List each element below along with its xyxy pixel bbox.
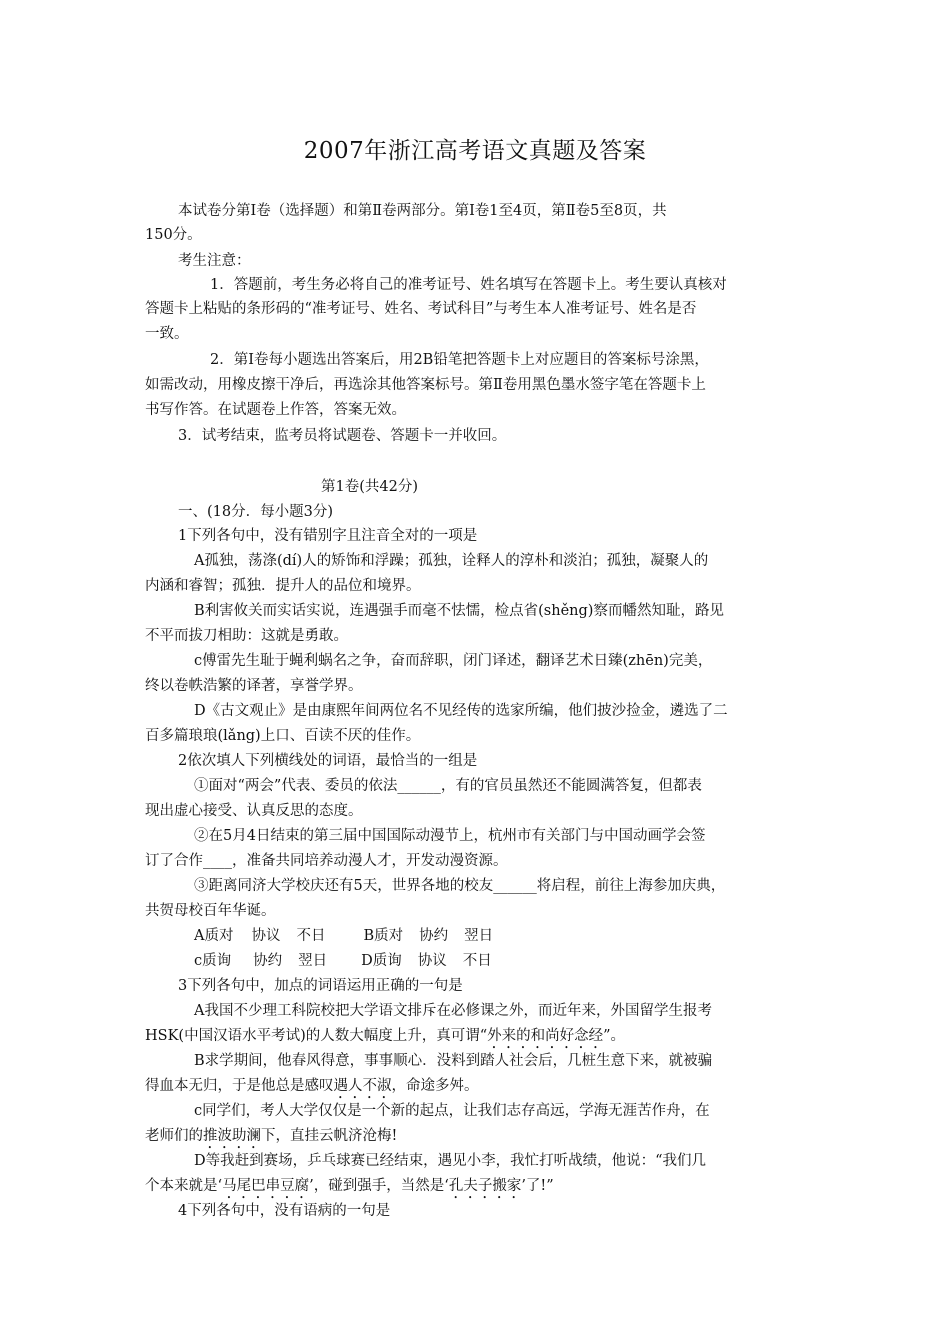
text-run: ，命途多舛。 [391,1078,479,1094]
option-word: 翌日 [298,953,328,969]
text-run: 个本来就是‘ [145,1178,223,1194]
emphasized-phrase: 遇人不淑 [333,1078,392,1094]
q2-options-row-1 [194,925,493,947]
q1-option-d: 百多篇琅琅(lǎng)上口、百读不厌的佳作。 [145,728,421,744]
notice-item-2: 如需改动，用橡皮擦干净后，再选涂其他答案标号。第Ⅱ卷用黑色墨水签字笔在答题卡上 [145,377,706,393]
notice-item-2: 书写作答。在试题卷上作答，答案无效。 [145,402,406,418]
text-run: 得血本无归，于是他总是感叹 [145,1078,334,1094]
q1-option-d: D《古文观止》是由康熙年间两位名不见经传的选家所编，他们披沙捡金，遴选了二 [194,703,728,719]
section-heading: 第1卷(共42分) [321,479,418,495]
q2-sentence-2: 订了合作____，准备共同培养动漫人才，开发动漫资源。 [145,853,508,869]
q2-option-a: A质对 [194,928,234,944]
notice-item-3: 3．试考结束，监考员将试题卷、答题卡一并收回。 [178,428,507,444]
notice-item-2: 2．第Ⅰ卷每小题选出答案后，用2B铅笔把答题卡上对应题目的答案标号涂黑， [210,352,709,368]
q1-option-a: A孤独，荡涤(dí)人的矫饰和浮躁；孤独，诠释人的淳朴和淡泊；孤独，凝聚人的 [194,553,709,569]
emphasized-phrase: 外来的和尚好念经 [487,1028,604,1044]
q2-sentence-2: ②在5月4日结束的第三届中国国际动漫节上，杭州市有关部门与中国动画学会签 [194,828,706,844]
q3-option-d [145,1175,554,1202]
option-word: 协约 [253,953,283,969]
question-3-stem: 3下列各句中，加点的词语运用正确的一句是 [178,978,463,994]
question-1-stem: 1下列各句中，没有错别字且注音全对的一项是 [178,528,478,544]
option-word: 翌日 [464,928,494,944]
notice-heading: 考生注意： [178,253,251,269]
text-run: HSK(中国汉语水平考试)的人数大幅度上升，真可谓“ [145,1028,488,1044]
q3-option-b: B求学期间，他春风得意，事事顺心．没料到踏人社会后，几桩生意下来，就被骗 [194,1053,713,1069]
q2-sentence-3: 共贺母校百年华诞。 [145,903,276,919]
text-run: 下，直挂云帆济沧梅! [261,1128,398,1144]
notice-item-1: 一致。 [145,326,189,342]
q1-option-b: B利害攸关而实话实说，连遇强手而毫不怯懦，检点省(shěng)察而幡然知耻，路见 [194,603,724,619]
option-word: 协议 [251,928,281,944]
q2-options-row-2 [194,950,492,972]
q3-option-c [145,1125,397,1152]
part-heading: 一、(18分．每小题3分) [178,504,333,520]
notice-item-1: 1．答题前，考生务必将自己的准考证号、姓名填写在答题卡上。考生要认真核对 [210,277,727,293]
question-4-stem: 4下列各句中，没有语病的一句是 [178,1203,391,1219]
intro-line: 本试卷分第Ⅰ卷（选择题）和第Ⅱ卷两部分。第Ⅰ卷1至4页，第Ⅱ卷5至8页，共 [178,203,667,219]
q3-option-d: D等我赶到赛场，乒乓球赛已经结束，遇见小李，我忙打听战绩，他说：“我们几 [194,1153,707,1169]
option-word: 协议 [417,953,447,969]
q3-option-c: c同学们，考人大学仅仅是一个新的起点，让我们志存高远，学海无涯苦作舟，在 [194,1103,710,1119]
document-title: 2007年浙江高考语文真题及答案 [303,138,647,164]
option-word: 不日 [296,928,326,944]
notice-item-1: 答题卡上粘贴的条形码的“准考证号、姓名、考试科目”与考生本人准考证号、姓名是否 [145,301,697,317]
text-run: 老师们的 [145,1128,203,1144]
option-word: 不日 [462,953,492,969]
q2-sentence-1: ①面对“两会”代表、委员的依法______，有的官员虽然还不能圆满答复，但都表 [194,778,702,794]
text-run: ’了!” [521,1178,554,1194]
emphasized-phrase: 孔夫子搬家 [448,1178,522,1194]
emphasized-phrase: 马尾巴串豆腐 [222,1178,310,1194]
question-2-stem: 2依次填人下列横线处的词语，最恰当的一组是 [178,753,478,769]
intro-line: 150分。 [145,227,202,243]
q1-option-c: 终以卷帙浩繁的译著，享誉学界。 [145,678,363,694]
q2-sentence-3: ③距离同济大学校庆还有5天，世界各地的校友______将启程，前往上海参加庆典， [194,878,726,894]
q1-option-a: 内涵和睿智；孤独．提升人的品位和境界。 [145,578,421,594]
q3-option-a: A我国不少理工科院校把大学语文排斥在必修课之外，而近年来，外国留学生报考 [194,1003,712,1019]
text-run: ’，碰到强手，当然是‘ [309,1178,449,1194]
q1-option-b: 不平而拔刀相助：这就是勇敢。 [145,628,348,644]
q3-option-a [145,1025,625,1052]
q2-option-d: D质询 [361,953,402,969]
emphasized-phrase: 推波助澜 [203,1128,261,1144]
q2-option-b: B质对 [363,928,404,944]
text-run: ”。 [603,1028,626,1044]
option-word: 协约 [419,928,449,944]
q3-option-b [145,1075,479,1102]
q2-option-c: c质询 [194,953,232,969]
q1-option-c: c傅雷先生耻于蝇利蜗名之争，奋而辞职，闭门译述，翻译艺术日臻(zhēn)完美， [194,653,713,669]
q2-sentence-1: 现出虚心接受、认真反思的态度。 [145,803,363,819]
